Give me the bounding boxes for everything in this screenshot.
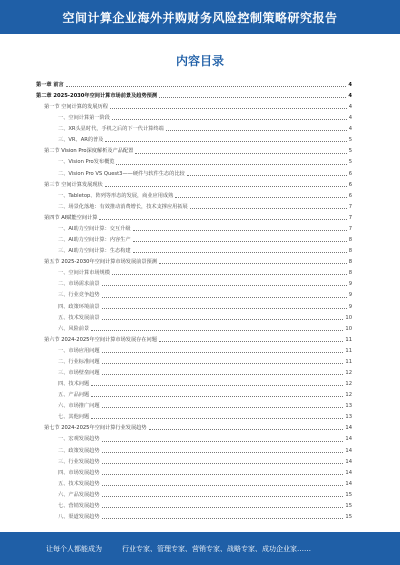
toc-dot-leader xyxy=(102,308,347,309)
toc-entry[interactable] xyxy=(36,357,352,368)
toc-dot-leader xyxy=(102,297,347,298)
toc-entry-page: 9 xyxy=(348,303,352,310)
toc-entry-title: 二、市场需求前景 xyxy=(58,281,100,288)
toc-entry-page: 11 xyxy=(345,358,352,365)
toc-dot-leader xyxy=(102,285,347,286)
toc-entry[interactable] xyxy=(36,446,352,457)
toc-dot-leader xyxy=(166,130,347,131)
toc-dot-leader xyxy=(91,396,343,397)
page-footer xyxy=(0,532,400,565)
toc-entry[interactable] xyxy=(36,202,352,213)
page-header xyxy=(0,0,400,34)
toc-entry-title: 三、行业发展趋势 xyxy=(58,458,100,465)
toc-entry-title: 二、行业标准问题 xyxy=(58,358,100,365)
toc-entry-title: 第七节 2024-2025年空间计算行业发展趋势 xyxy=(44,425,147,432)
toc-entry-page: 8 xyxy=(348,270,352,277)
toc-entry-title: 三、VR、AR的普及 xyxy=(58,137,104,144)
toc-entry[interactable] xyxy=(36,158,352,169)
toc-dot-leader xyxy=(159,97,346,98)
toc-entry-page: 14 xyxy=(345,447,352,454)
toc-entry[interactable] xyxy=(36,124,352,135)
toc-entry-title: 六、风险前景 xyxy=(58,325,90,332)
toc-dot-leader xyxy=(102,441,344,442)
toc-dot-leader xyxy=(159,341,343,342)
toc-entry-title: 二、场景化落地：有效推动消费增长，技术支撑应用拓展 xyxy=(58,203,188,210)
toc-entry-page: 4 xyxy=(348,93,352,100)
toc-entry-title: 四、政策环境前景 xyxy=(58,303,100,310)
toc-entry[interactable] xyxy=(36,512,352,523)
toc-entry-title: 五、产品问题 xyxy=(58,392,90,399)
toc-dot-leader xyxy=(102,485,344,486)
toc-entry-title: 第五节 2025-2030年空间计算市场发展前景预测 xyxy=(44,259,157,266)
toc-entry-title: 一、市场应用问题 xyxy=(58,347,100,354)
toc-entry-page: 14 xyxy=(345,480,352,487)
toc-dot-leader xyxy=(105,186,347,187)
toc-dot-leader xyxy=(102,374,344,375)
toc-entry-title: 第六节 2024-2025年空间计算市场发展存在问题 xyxy=(44,336,157,343)
toc-entry-title: 七、营销发展趋势 xyxy=(58,502,100,509)
toc-dot-leader xyxy=(175,197,346,198)
toc-entry-title: 第一节 空间计算的发展历程 xyxy=(44,104,108,111)
toc-entry[interactable] xyxy=(36,390,352,401)
toc-entry[interactable] xyxy=(36,169,352,180)
toc-entry[interactable] xyxy=(36,368,352,379)
toc-entry-page: 14 xyxy=(345,436,352,443)
toc-entry-title: 一、宏观发展趋势 xyxy=(58,436,100,443)
toc-dot-leader xyxy=(133,230,347,231)
toc-entry-title: 八、渠道发展趋势 xyxy=(58,513,100,520)
toc-dot-leader xyxy=(133,241,347,242)
toc-entry-title: 第三节 空间计算发展现状 xyxy=(44,181,103,188)
toc-entry-page: 7 xyxy=(348,214,352,221)
toc-entry-page: 7 xyxy=(348,203,352,210)
toc-entry-title: 第二节 Vision Pro深度解析及产品配置 xyxy=(44,148,134,155)
toc-title: 内容目录 xyxy=(175,54,224,68)
toc-entry-title: 第二章 2025-2030年空间计算市场前景及趋势预测 xyxy=(36,93,158,100)
toc-dot-leader xyxy=(116,164,346,165)
toc-dot-leader xyxy=(102,407,344,408)
toc-entry-page: 11 xyxy=(345,336,352,343)
toc-entry[interactable] xyxy=(36,257,352,268)
toc-dot-leader xyxy=(91,418,343,419)
toc-entry-page: 8 xyxy=(348,248,352,255)
toc-dot-leader xyxy=(102,496,344,497)
toc-entry-page: 15 xyxy=(345,513,352,520)
toc-entry[interactable] xyxy=(36,146,352,157)
toc-entry-title: 第一章 前言 xyxy=(36,81,64,88)
toc-entry-page: 10 xyxy=(345,314,352,321)
toc-entry-title: 四、技术问题 xyxy=(58,381,90,388)
toc-dot-leader xyxy=(102,352,344,353)
toc-entry-page: 12 xyxy=(345,381,352,388)
toc-entry-page: 6 xyxy=(348,192,352,199)
toc-dot-leader xyxy=(135,153,346,154)
toc-entry-page: 5 xyxy=(348,159,352,166)
table-of-contents xyxy=(36,80,352,523)
toc-dot-leader xyxy=(112,274,347,275)
toc-entry[interactable] xyxy=(36,91,352,102)
toc-dot-leader xyxy=(187,175,347,176)
toc-entry-page: 14 xyxy=(345,469,352,476)
toc-dot-leader xyxy=(91,330,343,331)
toc-entry-page: 14 xyxy=(345,458,352,465)
toc-entry-page: 6 xyxy=(348,170,352,177)
toc-dot-leader xyxy=(110,108,347,109)
toc-entry[interactable] xyxy=(36,379,352,390)
toc-entry-page: 4 xyxy=(348,81,352,88)
toc-entry[interactable] xyxy=(36,279,352,290)
toc-entry-title: 一、AI助力空间计算：交互升级 xyxy=(58,225,131,232)
toc-entry-title: 一、空间计算市场规模 xyxy=(58,270,110,277)
toc-dot-leader xyxy=(102,463,344,464)
toc-entry[interactable] xyxy=(36,423,352,434)
toc-entry[interactable] xyxy=(36,302,352,313)
toc-dot-leader xyxy=(99,219,346,220)
toc-entry[interactable] xyxy=(36,346,352,357)
toc-entry[interactable] xyxy=(36,324,352,335)
toc-entry[interactable] xyxy=(36,102,352,113)
toc-entry-page: 5 xyxy=(348,137,352,144)
toc-entry[interactable] xyxy=(36,479,352,490)
toc-entry-page: 12 xyxy=(345,369,352,376)
toc-entry-title: 二、政策发展趋势 xyxy=(58,447,100,454)
toc-entry-page: 13 xyxy=(345,414,352,421)
toc-entry-title: 五、技术发展趋势 xyxy=(58,480,100,487)
toc-entry-page: 15 xyxy=(345,491,352,498)
toc-entry-page: 9 xyxy=(348,292,352,299)
toc-entry[interactable] xyxy=(36,313,352,324)
toc-entry[interactable] xyxy=(36,191,352,202)
toc-entry-page: 8 xyxy=(348,259,352,266)
toc-dot-leader xyxy=(102,507,344,508)
toc-entry-page: 5 xyxy=(348,148,352,155)
toc-dot-leader xyxy=(102,474,344,475)
toc-entry[interactable] xyxy=(36,246,352,257)
toc-entry-page: 9 xyxy=(348,281,352,288)
toc-dot-leader xyxy=(66,86,347,87)
footer-roles: 行业专家、管理专家、营销专家、战略专家、成功企业家…… xyxy=(122,544,311,553)
toc-entry[interactable] xyxy=(36,113,352,124)
toc-entry-title: 三、行业竞争趋势 xyxy=(58,292,100,299)
toc-entry[interactable] xyxy=(36,135,352,146)
toc-dot-leader xyxy=(105,141,346,142)
toc-entry[interactable] xyxy=(36,468,352,479)
toc-entry-page: 4 xyxy=(348,115,352,122)
toc-entry-page: 12 xyxy=(345,392,352,399)
toc-entry-title: 一、Vision Pro发布概览 xyxy=(58,159,115,166)
toc-entry[interactable] xyxy=(36,401,352,412)
toc-entry[interactable] xyxy=(36,235,352,246)
toc-entry-title: 一、Tabletop、阵列等形态的发展，商业应用成熟 xyxy=(58,192,174,199)
toc-dot-leader xyxy=(149,429,344,430)
toc-entry-title: 二、XR头显时代，手机之后的下一代计算终端 xyxy=(58,126,164,133)
toc-entry-page: 4 xyxy=(348,126,352,133)
footer-slogan: 让每个人都能成为 xyxy=(46,544,102,553)
toc-entry-page: 7 xyxy=(348,225,352,232)
toc-dot-leader xyxy=(190,208,347,209)
toc-entry-page: 10 xyxy=(345,325,352,332)
toc-entry-page: 13 xyxy=(345,403,352,410)
toc-entry[interactable] xyxy=(36,180,352,191)
toc-entry[interactable] xyxy=(36,213,352,224)
toc-dot-leader xyxy=(159,263,347,264)
toc-entry[interactable] xyxy=(36,501,352,512)
toc-dot-leader xyxy=(133,252,347,253)
toc-dot-leader xyxy=(102,518,344,519)
toc-entry-title: 五、技术发展前景 xyxy=(58,314,100,321)
toc-entry-title: 第四节 AI赋能空间计算 xyxy=(44,214,98,221)
toc-entry-title: 二、Vision Pro VS Quest3——硬件与软件生态的比较 xyxy=(58,170,185,177)
toc-entry-page: 4 xyxy=(348,104,352,111)
toc-entry[interactable] xyxy=(36,335,352,346)
toc-dot-leader xyxy=(102,452,344,453)
toc-entry[interactable] xyxy=(36,224,352,235)
toc-entry[interactable] xyxy=(36,412,352,423)
header-title: 空间计算企业海外并购财务风险控制策略研究报告 xyxy=(62,10,338,25)
toc-entry-page: 11 xyxy=(345,347,352,354)
toc-entry[interactable] xyxy=(36,290,352,301)
toc-entry[interactable] xyxy=(36,268,352,279)
toc-entry-page: 15 xyxy=(345,502,352,509)
toc-entry[interactable] xyxy=(36,435,352,446)
toc-entry-title: 四、市场发展趋势 xyxy=(58,469,100,476)
toc-entry-title: 二、AI助力空间计算：内容生产 xyxy=(58,237,131,244)
toc-entry-title: 三、市场壁垒问题 xyxy=(58,369,100,376)
toc-entry-title: 六、产品发展趋势 xyxy=(58,491,100,498)
toc-entry-title: 一、空间计算第一阶段 xyxy=(58,115,110,122)
toc-entry-title: 三、AI助力空间计算：生态构建 xyxy=(58,248,131,255)
toc-entry-page: 6 xyxy=(348,181,352,188)
toc-dot-leader xyxy=(91,385,343,386)
toc-entry-page: 14 xyxy=(345,425,352,432)
toc-entry-title: 六、市场推广问题 xyxy=(58,403,100,410)
toc-dot-leader xyxy=(112,119,347,120)
toc-entry[interactable] xyxy=(36,490,352,501)
toc-dot-leader xyxy=(102,319,344,320)
toc-entry[interactable] xyxy=(36,80,352,91)
toc-entry[interactable] xyxy=(36,457,352,468)
toc-entry-page: 8 xyxy=(348,237,352,244)
toc-entry-title: 七、其他问题 xyxy=(58,414,90,421)
toc-dot-leader xyxy=(102,363,344,364)
